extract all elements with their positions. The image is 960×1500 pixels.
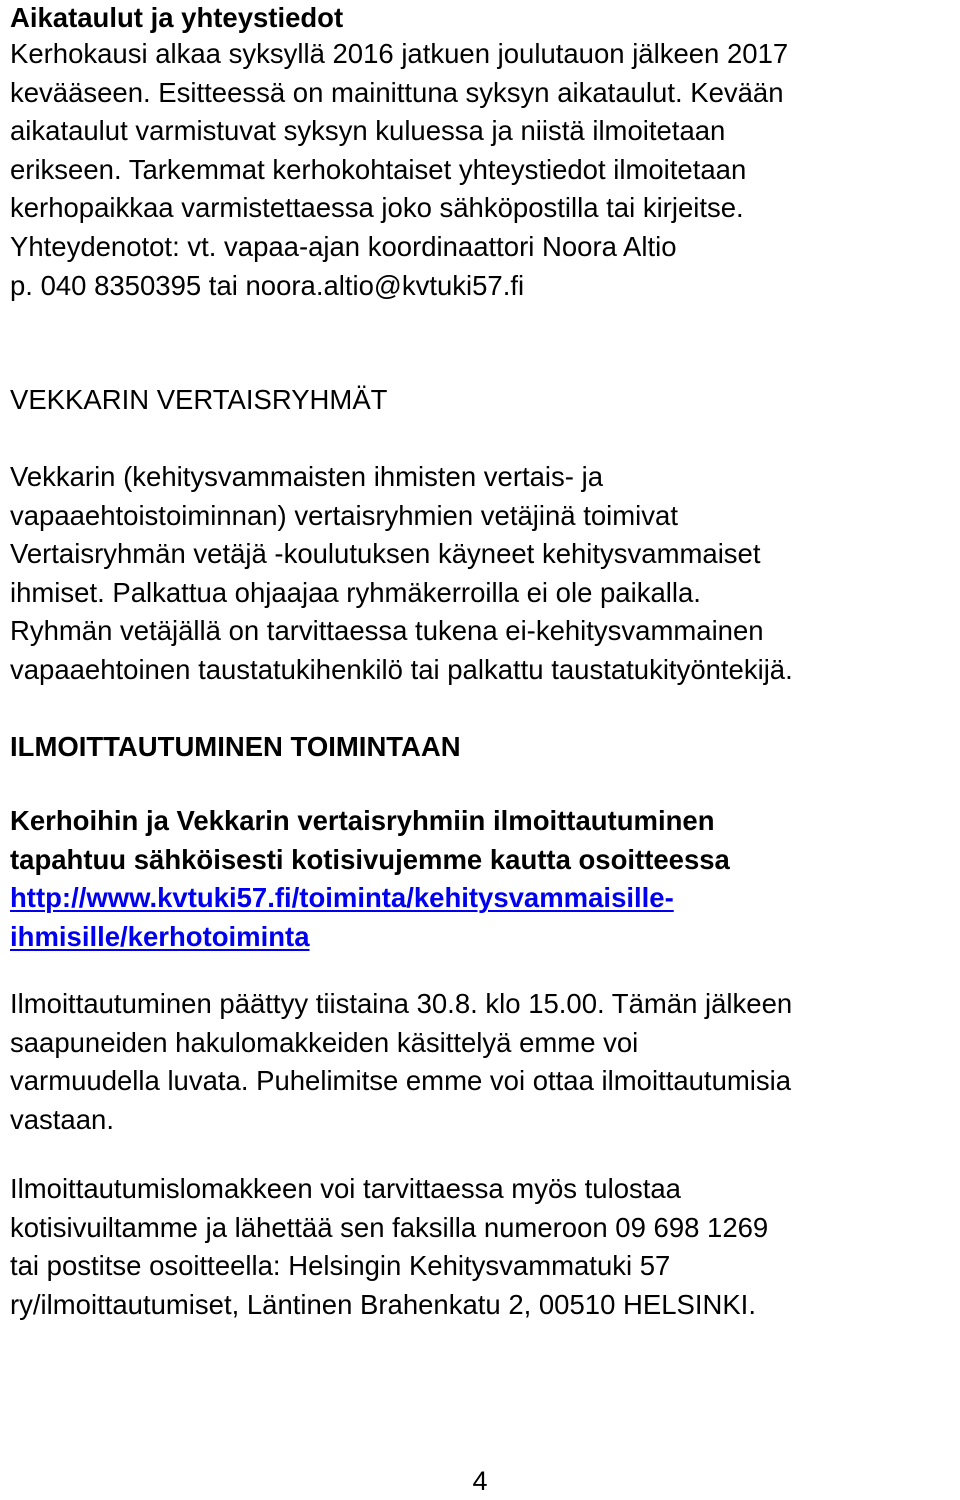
schedule-line: aikataulut varmistuvat syksyn kuluessa ja niistä ilmoitetaan: [10, 115, 726, 147]
schedule-contact-line: p. 040 8350395 tai noora.altio@kvtuki57.fi: [10, 269, 525, 301]
vekkari-line: Ryhmän vetäjällä on tarvittaessa tukena ei-kehitysvammainen: [10, 615, 764, 647]
schedule-line: kerhopaikkaa varmistettaessa joko sähköpostilla tai kirjeitse.: [10, 192, 744, 224]
schedule-line: kevääseen. Esitteessä on mainittuna syksyn aikataulut. Kevään: [10, 76, 784, 108]
form-line: kotisivuiltamme ja lähettää sen faksilla numeroon 09 698 1269: [10, 1211, 769, 1243]
registration-link[interactable]: [10, 879, 955, 918]
registration-link-part-2: ihmisille/kerhotoiminta: [10, 920, 310, 952]
registration-intro: [10, 802, 955, 956]
schedule-line: erikseen. Tarkemmat kerhokohtaiset yhteystiedot ilmoitetaan: [10, 153, 747, 185]
registration-link-part-1: http://www.kvtuki57.fi/toiminta/kehitysvammaisille-: [10, 882, 674, 914]
registration-heading: ILMOITTAUTUMINEN TOIMINTAAN: [10, 731, 461, 762]
vekkari-heading: VEKKARIN VERTAISRYHMÄT: [10, 384, 388, 415]
vekkari-line: vapaaehtoistoiminnan) vertaisryhmien vetäjinä toimivat: [10, 499, 678, 531]
deadline-line: Ilmoittautuminen päättyy tiistaina 30.8. klo 15.00. Tämän jälkeen: [10, 988, 793, 1019]
form-line: ry/ilmoittautumiset, Läntinen Brahenkatu 2, 00510 HELSINKI.: [10, 1288, 756, 1320]
vekkari-line: Vekkarin (kehitysvammaisten ihmisten vertais- ja: [10, 461, 603, 492]
registration-link-continued[interactable]: [10, 918, 955, 957]
vekkari-paragraph: [10, 458, 955, 690]
schedule-section: [10, 0, 955, 305]
form-line: tai postitse osoitteella: Helsingin Kehitysvammatuki 57: [10, 1250, 671, 1282]
vekkari-line: ihmiset. Palkattua ohjaajaa ryhmäkerroilla ei ole paikalla.: [10, 576, 701, 608]
schedule-line: Yhteydenotot: vt. vapaa-ajan koordinaattori Noora Altio: [10, 230, 677, 262]
deadline-line: varmuudella luvata. Puhelimitse emme voi ottaa ilmoittautumisia: [10, 1065, 792, 1097]
vekkari-line: vapaaehtoinen taustatukihenkilö tai palkattu taustatukityöntekijä.: [10, 653, 793, 685]
form-line: Ilmoittautumislomakkeen voi tarvittaessa myös tulostaa: [10, 1173, 681, 1204]
deadline-line: saapuneiden hakulomakkeiden käsittelyä emme voi: [10, 1026, 639, 1058]
registration-heading-block: [10, 728, 955, 767]
schedule-line: Kerhokausi alkaa syksyllä 2016 jatkuen joulutauon jälkeen 2017: [10, 38, 789, 69]
deadline-paragraph: [10, 985, 955, 1139]
registration-bold-line: Kerhoihin ja Vekkarin vertaisryhmiin ilmoittautuminen: [10, 805, 715, 836]
registration-bold-line: tapahtuu sähköisesti kotisivujemme kautta osoitteessa: [10, 843, 730, 875]
form-paragraph: [10, 1170, 955, 1324]
page-number: 4: [472, 1466, 488, 1496]
vekkari-line: Vertaisryhmän vetäjä -koulutuksen käyneet kehitysvammaiset: [10, 538, 761, 570]
deadline-line: vastaan.: [10, 1103, 114, 1135]
schedule-heading: Aikataulut ja yhteystiedot: [10, 2, 344, 33]
vekkari-heading-block: [10, 381, 955, 420]
